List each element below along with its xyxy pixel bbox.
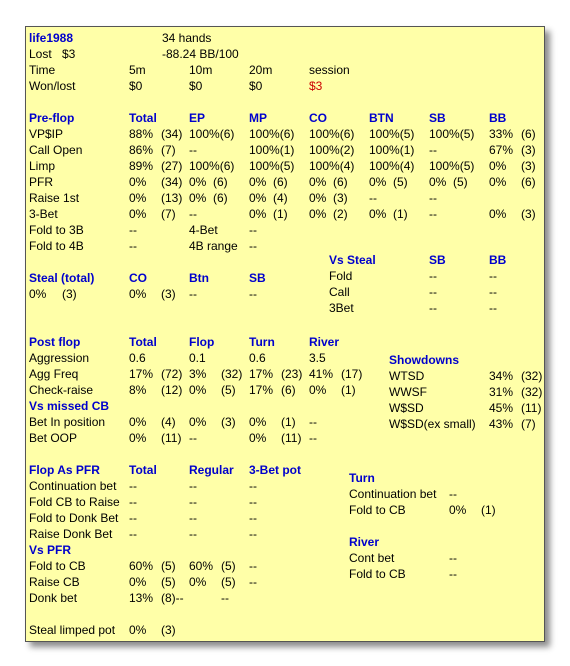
stat-label: Fold to CB [349, 503, 406, 517]
postflop-header: Post flop [29, 335, 81, 349]
stat-cell: (27) [161, 159, 183, 173]
stat-cell: 0% (1) [249, 207, 288, 221]
stat-cell: (1) [281, 415, 296, 429]
stat-cell: 0% [189, 383, 207, 397]
stat-label: WWSF [389, 385, 427, 399]
stat-label: Continuation bet [29, 479, 117, 493]
stat-cell: (7) [161, 207, 176, 221]
stat-cell: 100%(1) [369, 143, 415, 157]
lost-label: Lost [29, 47, 52, 61]
stat-cell: (3) [221, 415, 236, 429]
stat-cell: (11) [161, 431, 182, 445]
stat-label: Raise 1st [29, 191, 80, 205]
stat-cell: 100%(5) [429, 127, 475, 141]
stat-label: Fold to 4B [29, 239, 84, 253]
stat-cell: -- [309, 431, 317, 445]
stat-cell: -- [249, 511, 257, 525]
stat-cell: 17% [249, 367, 274, 381]
vs-missed-cb-header: Vs missed CB [29, 399, 110, 413]
stat-cell: (34) [161, 127, 183, 141]
stat-cell: 17% [249, 383, 274, 397]
col-header: BB [489, 253, 507, 267]
stat-label: Call [329, 285, 350, 299]
col-header: SB [429, 111, 446, 125]
stat-cell: 100%(6) [189, 159, 235, 173]
col-header: BB [489, 111, 507, 125]
stat-cell: 100%(5) [369, 127, 415, 141]
col-header: EP [189, 111, 206, 125]
stat-cell: 3% [189, 367, 207, 381]
col-header: CO [309, 111, 327, 125]
col-header: Total [129, 335, 157, 349]
stat-cell: (6) [281, 383, 296, 397]
stat-label: Continuation bet [349, 487, 437, 501]
stat-cell: (72) [161, 367, 183, 381]
stat-cell: 0% [129, 175, 147, 189]
stat-cell: -- [189, 431, 197, 445]
stat-label: Fold to CB [349, 567, 406, 581]
stat-cell: -- [249, 559, 257, 573]
stat-cell: -- [189, 143, 197, 157]
stat-cell: 100%(4) [309, 159, 355, 173]
stat-label: Check-raise [29, 383, 94, 397]
won-value: $0 [189, 79, 203, 93]
stat-cell: -- [249, 479, 257, 493]
stat-cell: (12) [161, 383, 183, 397]
stat-cell: -- [429, 269, 437, 283]
stat-label: Raise Donk Bet [29, 527, 113, 541]
stat-cell: 0% [129, 287, 147, 301]
stat-cell: (23) [281, 367, 303, 381]
stat-cell: (4) [161, 415, 176, 429]
stat-cell: 0% [489, 175, 507, 189]
stat-label: Limp [29, 159, 56, 173]
stat-cell: (11) [521, 401, 542, 415]
stat-cell: -- [429, 301, 437, 315]
stat-cell: -- [189, 511, 197, 525]
col-header: MP [249, 111, 267, 125]
stat-cell: 88% [129, 127, 154, 141]
stat-cell: 41% [309, 367, 334, 381]
col-header: River [309, 335, 340, 349]
col-header: SB [429, 253, 446, 267]
player-stats-popup [25, 26, 545, 642]
stat-cell: (32) [521, 369, 543, 383]
stat-cell: 0% (6) [189, 175, 228, 189]
stat-cell: 43% [489, 417, 514, 431]
stat-cell: (6) [521, 175, 536, 189]
stat-label: Bet OOP [29, 431, 78, 445]
stat-label: VP$IP [29, 127, 64, 141]
stat-cell: 8% [129, 383, 147, 397]
stat-cell: -- [189, 495, 197, 509]
stat-cell: 31% [489, 385, 514, 399]
stat-cell: 100%(1) [249, 143, 295, 157]
vs-steal-header: Vs Steal [329, 253, 376, 267]
stat-cell: 100%(6) [189, 127, 235, 141]
stat-cell: -- [129, 495, 137, 509]
col-header: Flop [189, 335, 215, 349]
stat-cell: 3.5 [309, 351, 326, 365]
stat-cell: 0% [249, 415, 267, 429]
stat-label: 4B range [189, 239, 238, 253]
time-col: 5m [129, 63, 146, 77]
stat-cell: -- [429, 285, 437, 299]
stat-cell: 100%(2) [309, 143, 355, 157]
stat-cell: 0% [489, 207, 507, 221]
stat-cell: 0% [189, 575, 207, 589]
stat-label: Raise CB [29, 575, 80, 589]
stat-cell: (3) [521, 159, 536, 173]
stat-cell: -- [129, 239, 137, 253]
won-value: $0 [129, 79, 143, 93]
stat-cell: -- [189, 527, 197, 541]
stat-cell: 86% [129, 143, 154, 157]
stat-label: Call Open [29, 143, 83, 157]
stat-cell: -- [249, 527, 257, 541]
stat-label: PFR [29, 175, 53, 189]
stat-cell: -- [249, 239, 257, 253]
stat-cell: -- [129, 527, 137, 541]
lost-value: $3 [62, 47, 76, 61]
stat-cell: -- [489, 269, 497, 283]
stat-label: Fold to Donk Bet [29, 511, 119, 525]
stat-cell: (3) [62, 287, 77, 301]
turn-header: Turn [349, 471, 375, 485]
stat-cell: 13% [129, 591, 154, 605]
stat-cell: 0% (6) [189, 191, 228, 205]
bb-per-100: -88.24 BB/100 [162, 47, 239, 61]
stat-label: 4-Bet [189, 223, 218, 237]
steal-header: Steal (total) [29, 271, 95, 285]
stat-cell: 100%(6) [249, 127, 295, 141]
stat-cell: (5) [161, 575, 176, 589]
stat-cell: 0% (6) [249, 175, 288, 189]
stat-label: W$SD(ex small) [389, 417, 476, 431]
stat-cell: -- [429, 191, 437, 205]
stat-cell: 0% [129, 207, 147, 221]
stat-label: Cont bet [349, 551, 395, 565]
stat-cell: 0% [309, 383, 327, 397]
col-header: Turn [249, 335, 275, 349]
stat-label: Fold CB to Raise [29, 495, 120, 509]
col-header: Total [129, 111, 157, 125]
time-col: 20m [249, 63, 273, 77]
col-header: SB [249, 271, 266, 285]
col-header: CO [129, 271, 147, 285]
stat-cell: -- [189, 479, 197, 493]
stat-cell: 17% [129, 367, 154, 381]
stat-cell: (8)-- [161, 591, 184, 605]
stat-cell: 0% (2) [309, 207, 348, 221]
stat-cell: 0.6 [249, 351, 266, 365]
stat-cell: 0% [129, 415, 147, 429]
stat-cell: (5) [161, 559, 176, 573]
time-col: 10m [189, 63, 213, 77]
stat-cell: -- [489, 285, 497, 299]
stat-cell: 100%(4) [369, 159, 415, 173]
stat-cell: 0% (5) [369, 175, 408, 189]
stat-cell: (1) [341, 383, 356, 397]
col-header: Total [129, 463, 157, 477]
col-header: BTN [369, 111, 394, 125]
stat-cell: (7) [161, 143, 176, 157]
col-header: Btn [189, 271, 209, 285]
won-lost-label: Won/lost [29, 79, 76, 93]
stat-cell: 0% (1) [369, 207, 408, 221]
col-header: 3-Bet pot [249, 463, 301, 477]
showdowns-header: Showdowns [389, 353, 459, 367]
stat-cell: 0% (6) [309, 175, 348, 189]
stat-cell: (1) [481, 503, 496, 517]
won-value: $0 [249, 79, 263, 93]
stat-label: Fold to CB [29, 559, 86, 573]
stat-cell: (5) [221, 559, 236, 573]
stat-cell: -- [449, 551, 457, 565]
col-header: Regular [189, 463, 234, 477]
stat-cell: 60% [129, 559, 154, 573]
stat-label: WTSD [389, 369, 425, 383]
stat-cell: (6) [521, 127, 536, 141]
stat-cell: -- [249, 223, 257, 237]
stat-cell: (3) [161, 287, 176, 301]
stat-cell: 0% [189, 415, 207, 429]
stat-cell: 0.6 [129, 351, 146, 365]
stat-cell: -- [129, 223, 137, 237]
time-col: session [309, 63, 350, 77]
player-name: life1988 [29, 31, 74, 45]
stat-cell: (7) [521, 417, 536, 431]
stat-cell: -- [489, 301, 497, 315]
stat-cell: (5) [221, 383, 236, 397]
stat-cell: -- [189, 287, 197, 301]
stat-cell: 0% [129, 623, 147, 637]
won-value-session: $3 [309, 79, 323, 93]
stat-cell: -- [129, 511, 137, 525]
stat-cell: (17) [341, 367, 363, 381]
stat-label: Steal limped pot [29, 623, 116, 637]
stat-label: 3-Bet [29, 207, 58, 221]
stat-cell: -- [249, 287, 257, 301]
stat-cell: 0% [249, 431, 267, 445]
stat-cell: 0% (4) [249, 191, 288, 205]
stat-cell: 0% [129, 431, 147, 445]
stat-label: Agg Freq [29, 367, 79, 381]
stat-cell: -- [221, 591, 229, 605]
stat-cell: -- [249, 495, 257, 509]
river-header: River [349, 535, 380, 549]
stat-cell: (11) [281, 431, 302, 445]
stat-cell: -- [429, 143, 437, 157]
stat-cell: (3) [521, 207, 536, 221]
stat-label: Bet In position [29, 415, 106, 429]
stat-cell: 67% [489, 143, 514, 157]
stat-cell: 0% (3) [309, 191, 348, 205]
stat-cell: (32) [521, 385, 543, 399]
flop-as-pfr-header: Flop As PFR [29, 463, 100, 477]
stat-cell: 34% [489, 369, 514, 383]
stat-cell: -- [449, 567, 457, 581]
stat-cell: 33% [489, 127, 514, 141]
stat-cell: (34) [161, 175, 183, 189]
stat-cell: (3) [161, 623, 176, 637]
stat-cell: 0% [29, 287, 47, 301]
stat-cell: 100%(6) [309, 127, 355, 141]
stat-label: Donk bet [29, 591, 78, 605]
stat-label: 3Bet [329, 301, 354, 315]
preflop-header: Pre-flop [29, 111, 75, 125]
stat-cell: -- [309, 415, 317, 429]
stat-cell: -- [449, 487, 457, 501]
stat-cell: -- [249, 575, 257, 589]
stat-cell: -- [369, 191, 377, 205]
stat-label: W$SD [389, 401, 424, 415]
stat-cell: 0% [449, 503, 467, 517]
vs-pfr-header: Vs PFR [29, 543, 72, 557]
stat-cell: 45% [489, 401, 514, 415]
stat-cell: 0% [129, 191, 147, 205]
stat-cell: -- [189, 207, 197, 221]
stat-cell: 100%(5) [429, 159, 475, 173]
stat-cell: 0% [129, 575, 147, 589]
stat-cell: 0.1 [189, 351, 206, 365]
stat-cell: 0% (5) [429, 175, 468, 189]
stat-cell: (5) [221, 575, 236, 589]
stat-cell: -- [129, 479, 137, 493]
time-label: Time [29, 63, 56, 77]
stat-cell: 0% [489, 159, 507, 173]
stat-label: Fold [329, 269, 353, 283]
stat-cell: 100%(5) [249, 159, 295, 173]
stat-cell: -- [429, 207, 437, 221]
stat-cell: (13) [161, 191, 183, 205]
stat-cell: (32) [221, 367, 243, 381]
stat-cell: 60% [189, 559, 214, 573]
stat-label: Aggression [29, 351, 90, 365]
hands-count: 34 hands [162, 31, 212, 45]
stat-cell: (3) [521, 143, 536, 157]
stat-label: Fold to 3B [29, 223, 84, 237]
stat-cell: 89% [129, 159, 154, 173]
